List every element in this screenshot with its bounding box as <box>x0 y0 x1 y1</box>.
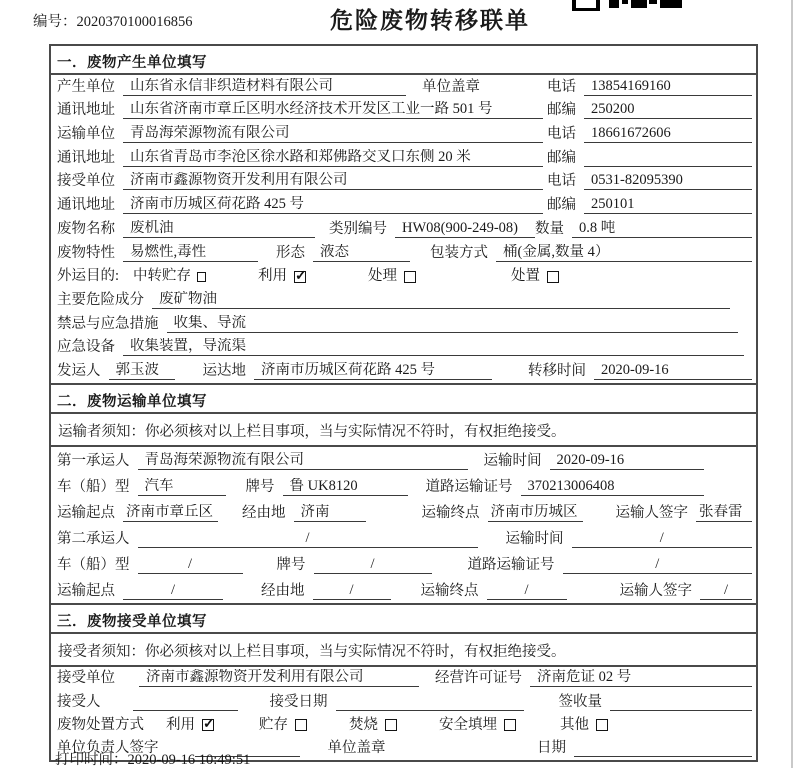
waste-characteristics-value: 易燃性,毒性 <box>123 244 258 262</box>
section-transport <box>51 383 756 603</box>
end1-value: 济南市历城区 <box>488 504 583 522</box>
producer-address-label: 通讯地址 <box>57 102 115 119</box>
transporter-zip-label: 邮编 <box>547 149 576 166</box>
road-license1-value: 370213006408 <box>521 478 704 496</box>
disposal-utilize-label: 利用 <box>166 716 195 733</box>
row-transporter-address <box>51 146 756 170</box>
form-state-label: 形态 <box>276 244 305 261</box>
disposal-utilize-checkbox[interactable] <box>202 719 214 731</box>
receiver-person-value <box>133 710 238 711</box>
unit-seal-label: 单位盖章 <box>422 78 480 95</box>
serial-number <box>33 10 193 31</box>
disposal-storage-label: 贮存 <box>259 716 288 733</box>
via1-value: 济南 <box>294 504 366 522</box>
via2-value: / <box>313 582 391 600</box>
purpose-dispose-checkbox[interactable] <box>547 271 559 283</box>
transporter-phone-value: 18661672606 <box>584 125 752 143</box>
date-value <box>574 756 752 757</box>
page-edge-line <box>791 0 793 768</box>
purpose-transfer-storage-label: 中转贮存 <box>133 268 192 285</box>
purpose-transfer-storage-checkbox[interactable] <box>197 272 206 282</box>
section-producer-title: 一．废物产生单位填写 <box>51 46 756 75</box>
first-carrier-value: 青岛海荣源物流有限公司 <box>138 452 468 470</box>
receiver-zip-label: 邮编 <box>547 197 576 214</box>
carrier-sign2-value: / <box>700 582 752 600</box>
main-hazard-label: 主要危险成分 <box>57 291 144 308</box>
transport-time1-value: 2020-09-16 <box>550 452 705 470</box>
transfer-date-label: 转移时间 <box>528 362 586 379</box>
transfer-date-value: 2020-09-16 <box>594 362 752 380</box>
disposal-landfill-checkbox[interactable] <box>504 719 516 731</box>
producer-phone-label: 电话 <box>547 78 576 95</box>
transport-time1-label: 运输时间 <box>483 452 542 469</box>
form-header <box>0 0 796 44</box>
vehicle-type1-value: 汽车 <box>138 478 226 496</box>
emergency-equipment-value: 收集装置，导流渠 <box>123 338 744 356</box>
receive-date-value <box>336 710 524 711</box>
row-vehicle1 <box>51 473 756 499</box>
producer-address-value: 山东省济南市章丘区明水经济技术开发区工业一路 501 号 <box>123 101 543 119</box>
plate1-value: 鲁 UK8120 <box>283 478 408 496</box>
row-emergency-equipment <box>51 336 756 360</box>
purpose-dispose-label: 处置 <box>511 268 541 285</box>
end2-value: / <box>487 582 567 600</box>
row-waste-characteristics <box>51 241 756 265</box>
quantity-label: 数量 <box>535 220 564 237</box>
row-route1 <box>51 499 756 525</box>
disposal-other-label: 其他 <box>560 716 589 733</box>
unit-seal2-label: 单位盖章 <box>327 740 386 757</box>
sender-label: 发运人 <box>57 362 101 379</box>
receiver-person-label: 接受人 <box>57 693 101 710</box>
page-title: 危险废物转移联单 <box>330 8 530 33</box>
origin2-value: / <box>123 582 223 600</box>
purpose-option-utilize <box>258 268 306 285</box>
purpose-option-transfer-storage <box>133 268 206 285</box>
row-disposal-method <box>51 714 756 737</box>
row-receiver-person <box>51 690 756 713</box>
receiver-unit-value: 济南市鑫源物资开发利用有限公司 <box>123 172 543 190</box>
signed-amount-label: 签收量 <box>558 693 602 710</box>
receiver-phone-value: 0531-82095390 <box>584 172 752 190</box>
row-main-hazard <box>51 288 756 312</box>
row-receiver-unit <box>51 170 756 194</box>
row-route2 <box>51 577 756 603</box>
receiver-address-label: 通讯地址 <box>57 197 115 214</box>
serial-label: 编号： <box>33 14 77 30</box>
via2-label: 经由地 <box>261 582 305 599</box>
row-transporter-unit <box>51 122 756 146</box>
carrier-sign1-value: 张春雷 <box>696 504 752 522</box>
receiver-unit-label: 接受单位 <box>57 173 115 190</box>
road-license1-label: 道路运输证号 <box>425 478 513 495</box>
emergency-measures-label: 禁忌与应急措施 <box>57 315 159 332</box>
transporter-unit-label: 运输单位 <box>57 126 115 143</box>
via1-label: 经由地 <box>242 504 286 521</box>
producer-unit-label: 产生单位 <box>57 78 115 95</box>
vehicle-type1-label: 车（船）型 <box>57 478 130 495</box>
origin2-label: 运输起点 <box>57 582 115 599</box>
row-producer-address <box>51 99 756 123</box>
print-time <box>55 748 250 769</box>
disposal-incinerate-checkbox[interactable] <box>385 719 397 731</box>
category-code-value: HW08(900-249-08) <box>395 220 535 238</box>
transport-time2-value: / <box>572 530 753 548</box>
road-license2-value: / <box>563 556 753 574</box>
row-second-carrier <box>51 525 756 551</box>
destination-value: 济南市历城区荷花路 425 号 <box>254 362 492 380</box>
sender-value: 郭玉波 <box>109 362 175 380</box>
disposal-landfill-label: 安全填埋 <box>439 716 497 733</box>
transfer-purpose-label: 外运目的: <box>57 268 120 285</box>
row-producer-unit <box>51 75 756 99</box>
plate1-label: 牌号 <box>245 478 275 495</box>
plate2-value: / <box>314 556 432 574</box>
business-license-label: 经营许可证号 <box>435 670 522 687</box>
destination-label: 运达地 <box>202 362 246 379</box>
row-receiver-address <box>51 193 756 217</box>
row-vehicle2 <box>51 551 756 577</box>
purpose-option-dispose <box>511 268 559 285</box>
end1-label: 运输终点 <box>421 504 480 521</box>
section-producer <box>51 46 756 383</box>
waste-name-label: 废物名称 <box>57 220 115 237</box>
vehicle-type2-value: / <box>138 556 243 574</box>
producer-phone-value: 13854169160 <box>584 78 752 96</box>
business-license-value: 济南危证 02 号 <box>530 669 752 687</box>
transporter-address-value: 山东省青岛市李沧区徐水路和郑佛路交叉口东侧 20 米 <box>123 149 543 167</box>
plate2-label: 牌号 <box>276 556 306 573</box>
row-waste-name <box>51 217 756 241</box>
transporter-unit-value: 青岛海荣源物流有限公司 <box>123 125 543 143</box>
responsible-sign-label: 单位负责人签字 <box>57 740 159 757</box>
disposal-storage-checkbox[interactable] <box>295 719 307 731</box>
emergency-equipment-label: 应急设备 <box>57 339 115 356</box>
disposal-option-storage <box>259 717 307 734</box>
purpose-utilize-checkbox[interactable] <box>294 271 306 283</box>
disposal-incinerate-label: 焚烧 <box>349 716 378 733</box>
disposal-other-checkbox[interactable] <box>596 719 608 731</box>
receiving-unit-label: 接受单位 <box>57 670 115 687</box>
form-state-value: 液态 <box>313 244 410 262</box>
transporter-address-label: 通讯地址 <box>57 149 115 166</box>
row-first-carrier <box>51 447 756 473</box>
transport-notice: 运输者须知：你必须核对以上栏目事项，当与实际情况不符时，有权拒绝接受。 <box>51 414 756 447</box>
disposal-method-label: 废物处置方式 <box>57 716 144 733</box>
origin1-value: 济南市章丘区 <box>123 504 218 522</box>
section-receiver <box>51 603 756 760</box>
row-sender <box>51 359 756 383</box>
print-time-value: 2020-09-16 10:49:51 <box>127 752 251 768</box>
emergency-measures-value: 收集、导流 <box>167 315 739 333</box>
serial-value: 2020370100016856 <box>76 14 193 30</box>
second-carrier-value: / <box>138 530 478 548</box>
row-transfer-purpose <box>51 265 756 289</box>
transporter-phone-label: 电话 <box>547 126 576 143</box>
purpose-treat-label: 处理 <box>368 268 398 285</box>
packaging-label: 包装方式 <box>430 244 488 261</box>
producer-zip-label: 邮编 <box>547 102 576 119</box>
receiver-zip-value: 250101 <box>584 196 752 214</box>
row-emergency-measures <box>51 312 756 336</box>
disposal-option-other <box>560 717 608 734</box>
second-carrier-label: 第二承运人 <box>57 530 130 547</box>
origin1-label: 运输起点 <box>57 504 115 521</box>
receiver-notice: 接受者须知：你必须核对以上栏目事项，当与实际情况不符时，有权拒绝接受。 <box>51 634 756 667</box>
signed-amount-value <box>610 710 752 711</box>
producer-unit-value: 山东省永信非织造材料有限公司 <box>123 78 406 96</box>
date-label: 日期 <box>537 740 566 757</box>
receiver-phone-label: 电话 <box>547 173 576 190</box>
section-transport-title: 二．废物运输单位填写 <box>51 385 756 414</box>
disposal-option-incinerate <box>349 717 397 734</box>
packaging-value: 桶(金属,数量 4） <box>496 244 752 262</box>
carrier-sign1-label: 运输人签字 <box>615 504 688 521</box>
transfer-form-table <box>49 44 758 762</box>
receiving-unit-value: 济南市鑫源物资开发利用有限公司 <box>139 669 419 687</box>
quantity-value: 0.8 吨 <box>572 220 752 238</box>
disposal-option-landfill <box>439 717 516 734</box>
carrier-sign2-label: 运输人签字 <box>619 582 692 599</box>
waste-characteristics-label: 废物特性 <box>57 244 115 261</box>
receive-date-label: 接受日期 <box>269 693 328 710</box>
category-code-label: 类别编号 <box>329 220 387 237</box>
transporter-zip-value <box>584 166 752 167</box>
section-receiver-title: 三．废物接受单位填写 <box>51 605 756 634</box>
disposal-option-utilize <box>166 717 214 734</box>
producer-zip-value: 250200 <box>584 101 752 119</box>
first-carrier-label: 第一承运人 <box>57 452 130 469</box>
print-time-label: 打印时间： <box>55 752 128 768</box>
receiver-address-value: 济南市历城区荷花路 425 号 <box>123 196 543 214</box>
purpose-treat-checkbox[interactable] <box>404 271 416 283</box>
waste-name-value: 废机油 <box>123 220 315 238</box>
road-license2-label: 道路运输证号 <box>467 556 555 573</box>
main-hazard-value: 废矿物油 <box>152 291 730 309</box>
vehicle-type2-label: 车（船）型 <box>57 556 130 573</box>
transport-time2-label: 运输时间 <box>505 530 564 547</box>
end2-label: 运输终点 <box>420 582 479 599</box>
purpose-option-treat <box>368 268 416 285</box>
purpose-utilize-label: 利用 <box>258 268 288 285</box>
row-receiving-unit <box>51 667 756 690</box>
